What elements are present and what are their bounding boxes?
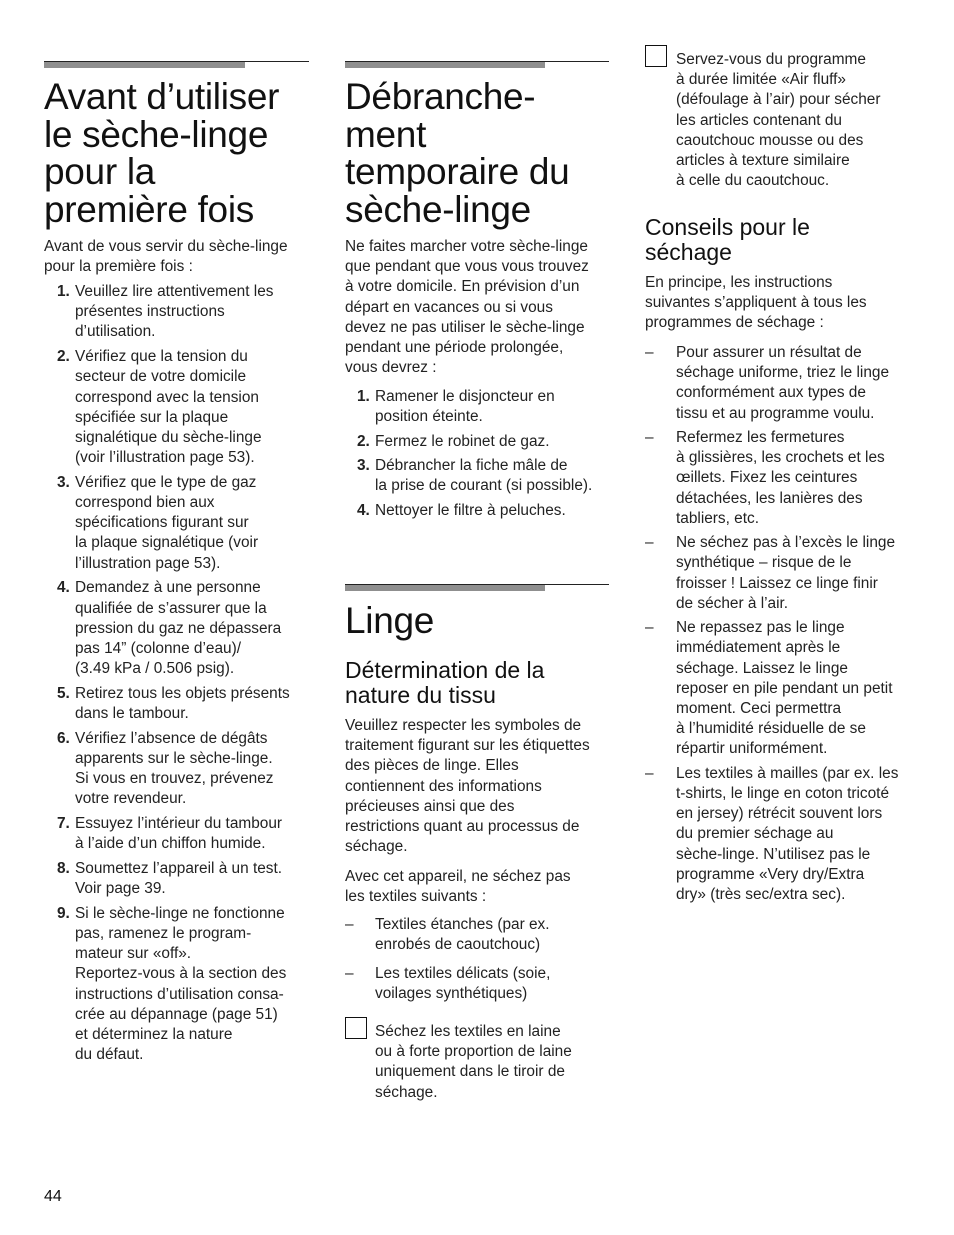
dash-marker: – [345,916,354,933]
item-text [75,814,337,854]
section-title-first-use [44,78,314,228]
section-rule [44,61,309,62]
drying-tips-intro [645,273,915,334]
dash-item [645,343,925,424]
text-line: votre revendeur. [75,790,187,808]
text-line: uniquement dans le tiroir de [375,1063,565,1081]
text-line: Demandez à une personne [75,579,261,597]
step-number: 1. [357,388,370,405]
text-line: restrictions quant au processus de [345,818,580,836]
text-line: pression du gaz ne dépassera [75,619,282,637]
dash-marker: – [345,964,354,982]
item-text [75,347,337,468]
text-line: traitement figurant sur les étiquettes [345,737,590,755]
text-line: nature du tissu [345,682,496,708]
item-text [75,473,337,574]
item-text [75,859,337,899]
numbered-step [57,684,337,724]
text-line: Retirez tous les objets présents [75,684,290,702]
dash-marker: – [645,344,654,361]
step-number: 3. [357,457,370,475]
text-line: Vérifiez que le type de gaz [75,473,257,491]
dash-marker: – [645,534,654,552]
text-line: précieuses ainsi que des [345,797,515,815]
item-text [375,432,637,452]
dash-item [345,964,625,1004]
numbered-step [57,473,337,574]
text-line: Les textiles délicats (soie, [375,964,551,982]
text-line: Vérifiez que la tension du [75,348,248,366]
numbered-step [357,456,637,496]
item-text [676,533,925,614]
step-number: 1. [57,283,70,300]
numbered-step [57,859,337,899]
text-line: spécifications figurant sur [75,514,249,532]
text-line: dans le tambour. [75,705,189,722]
text-line: t-shirts, le linge en coton tricoté [676,785,890,802]
item-text [75,904,337,1066]
text-line: reposer en pile pendant un petit [676,679,893,697]
text-line: œillets. Fixez les ceintures [676,469,858,487]
text-line: immédiatement après le [676,639,841,657]
step-number: 2. [357,432,370,450]
item-text [375,456,637,496]
text-line: à l’aide d’un chiffon humide. [75,835,266,853]
numbered-step [357,432,637,452]
item-text [676,618,925,759]
text-line: Si le sèche-linge ne fonctionne [75,904,285,922]
note-box-icon [345,1017,367,1039]
text-line: Voir page 39. [75,880,166,898]
text-line: Pour assurer un résultat de [676,344,862,361]
text-line: conformément aux types de [676,384,866,402]
dash-marker: – [645,429,654,446]
text-line: Si vous en trouvez, prévenez [75,770,274,788]
text-line: de sécher à l’air. [676,594,789,612]
text-line: crée au dépannage (page 51) [75,1005,278,1023]
text-line: Soumettez l’appareil à un test. [75,859,283,877]
text-line: Débrancher la fiche mâle de [375,457,568,475]
text-line: Ne repassez pas le linge [676,619,845,637]
text-line: d’utilisation. [75,323,156,341]
text-line: position éteinte. [375,408,483,426]
dash-marker: – [645,619,654,637]
text-line: Vérifiez l’absence de dégâts [75,729,268,747]
section-rule [345,584,609,585]
item-text [375,387,637,427]
text-line: Débranche- [345,76,536,117]
text-line: Avec cet appareil, ne séchez pas [345,868,571,885]
text-line: Détermination de la [345,657,545,683]
text-line: première fois [44,188,254,230]
item-text [676,764,925,905]
text-line: à durée limitée «Air fluff» [676,71,846,89]
item-text [375,964,625,1004]
text-line: tabliers, etc. [676,509,759,527]
section-rule-accent [345,584,545,591]
text-line: des pièces de linge. Elles [345,757,519,775]
text-line: froisser ! Laissez ce linge finir [676,574,878,592]
section-rule [345,61,609,62]
text-line: devez ne pas utiliser le sèche-linge [345,318,585,336]
wool-note [375,1022,615,1103]
text-line: à glissières, les crochets et les [676,449,885,467]
text-line: ou à forte proportion de laine [375,1043,572,1061]
text-line: moment. Ceci permettra [676,700,842,717]
text-line: répartir uniformément. [676,740,828,758]
text-line: pendant une période prolongée, [345,339,564,357]
numbered-step [57,347,337,468]
fabric-para-1 [345,716,615,857]
section-title-linge: Linge [345,600,435,641]
text-line: en jersey) rétrécit souvent lors [676,805,883,823]
fabric-para-2 [345,867,615,907]
step-number: 2. [57,348,70,366]
dash-item [645,764,925,905]
page-number: 44 [44,1188,62,1205]
text-line: du défaut. [75,1046,144,1064]
first-use-intro [44,237,314,277]
air-fluff-note [676,50,916,191]
text-line: Avant d’utiliser [44,76,280,117]
item-text [676,428,925,529]
numbered-step [57,904,337,1066]
note-box-icon [645,45,667,67]
step-number: 9. [57,904,70,922]
step-number: 4. [57,579,70,597]
section-rule-accent [44,61,245,68]
text-line: Veuillez lire attentivement les [75,283,274,300]
numbered-step [57,814,337,854]
text-line: Textiles étanches (par ex. [375,916,550,933]
text-line: suivantes s’appliquent à tous les [645,294,867,312]
text-line: temporaire du [345,151,570,192]
text-line: séchage. [375,1083,438,1101]
text-line: présentes instructions [75,303,225,321]
text-line: l’illustration page 53). [75,554,221,572]
step-number: 5. [57,684,70,702]
text-line: Avant de vous servir du sèche-linge [44,238,288,255]
text-line: mateur sur «off». [75,945,192,963]
text-line: Fermez le robinet de gaz. [375,432,550,450]
section-title-disconnect [345,78,615,228]
text-line: pas, ramenez le program- [75,925,252,942]
step-number: 3. [57,473,70,491]
disconnect-intro [345,237,615,378]
text-line: pour la première fois : [44,258,193,276]
text-line: que pendant que vous vous trouvez [345,258,589,276]
text-line: les articles contenant du [676,111,842,129]
dash-item [345,915,625,955]
item-text [375,915,625,955]
item-text [75,578,337,679]
text-line: ment [345,113,427,155]
text-line: Reportez-vous à la section des [75,965,287,983]
step-number: 7. [57,815,70,832]
text-line: séchage [645,239,732,265]
text-line: Veuillez respecter les symboles de [345,717,582,734]
text-line: sèche-linge [345,188,531,230]
text-line: départ en vacances ou si vous [345,298,553,316]
text-line: correspond bien aux [75,494,215,511]
text-line: qualifiée de s’assurer que la [75,599,267,617]
item-text [75,684,337,724]
text-line: programme «Very dry/Extra [676,865,865,883]
text-line: vous devrez : [345,359,437,377]
text-line: et déterminez la nature [75,1026,233,1044]
numbered-step [57,578,337,679]
text-line: sèche-linge. N’utilisez pas le [676,845,871,863]
text-line: Refermez les fermetures [676,429,845,446]
text-line: détachées, les lanières des [676,489,863,507]
numbered-step [357,387,637,427]
dash-item [645,428,925,529]
text-line: la plaque signalétique (voir [75,534,259,552]
text-line: synthétique – risque de le [676,554,852,572]
text-line: dry» (très sec/extra sec). [676,886,846,904]
text-line: Nettoyer le filtre à peluches. [375,501,566,519]
text-line: (voir l’illustration page 53). [75,449,255,467]
numbered-step [357,501,637,521]
text-line: à l’humidité résiduelle de se [676,720,866,738]
text-line: pour la [44,151,156,192]
text-line: instructions d’utilisation consa- [75,985,284,1003]
text-line: correspond avec la tension [75,388,259,406]
text-line: En principe, les instructions [645,274,833,291]
text-line: Ramener le disjoncteur en [375,388,555,405]
item-text [75,282,337,343]
item-text [75,729,337,810]
section-rule-accent [345,61,545,68]
text-line: Séchez les textiles en laine [375,1023,561,1040]
text-line: (défoulage à l’air) pour sécher [676,91,881,109]
numbered-step [57,729,337,810]
text-line: du premier séchage au [676,825,834,843]
text-line: articles à texture similaire [676,152,850,170]
text-line: spécifiée sur la plaque [75,408,229,426]
text-line: voilages synthétiques) [375,985,528,1002]
text-line: la prise de courant (si possible). [375,477,593,495]
step-number: 6. [57,729,70,747]
text-line: contiennent des informations [345,777,542,795]
subtitle-drying-tips [645,215,915,265]
text-line: pas 14” (colonne d’eau)/ [75,639,241,657]
text-line: Servez-vous du programme [676,51,866,68]
text-line: à celle du caoutchouc. [676,172,830,190]
text-line: le sèche-linge [44,113,269,155]
text-line: caoutchouc mousse ou des [676,131,864,149]
dash-item [645,533,925,614]
text-line: programmes de séchage : [645,314,824,332]
text-line: séchage. [345,838,408,856]
text-line: enrobés de caoutchouc) [375,936,541,954]
text-line: séchage. Laissez le linge [676,659,848,677]
text-line: secteur de votre domicile [75,368,247,386]
dash-marker: – [645,764,654,782]
step-number: 8. [57,859,70,877]
subtitle-fabric [345,658,615,708]
item-text [375,501,637,521]
text-line: Ne faites marcher votre sèche-linge [345,238,588,255]
text-line: à votre domicile. En prévision d’un [345,278,580,296]
text-line: séchage uniforme, triez le linge [676,364,890,382]
item-text [676,343,925,424]
numbered-step [57,282,337,343]
text-line: (3.49 kPa / 0.506 psig). [75,660,235,678]
text-line: Les textiles à mailles (par ex. les [676,764,899,782]
text-line: Ne séchez pas à l’excès le linge [676,534,896,552]
text-line: Conseils pour le [645,214,810,240]
step-number: 4. [357,501,370,519]
text-line: signalétique du sèche-linge [75,428,262,446]
text-line: tissu et au programme voulu. [676,404,875,422]
text-line: les textiles suivants : [345,888,487,906]
text-line: Essuyez l’intérieur du tambour [75,815,283,832]
text-line: apparents sur le sèche-linge. [75,749,273,767]
dash-item [645,618,925,759]
